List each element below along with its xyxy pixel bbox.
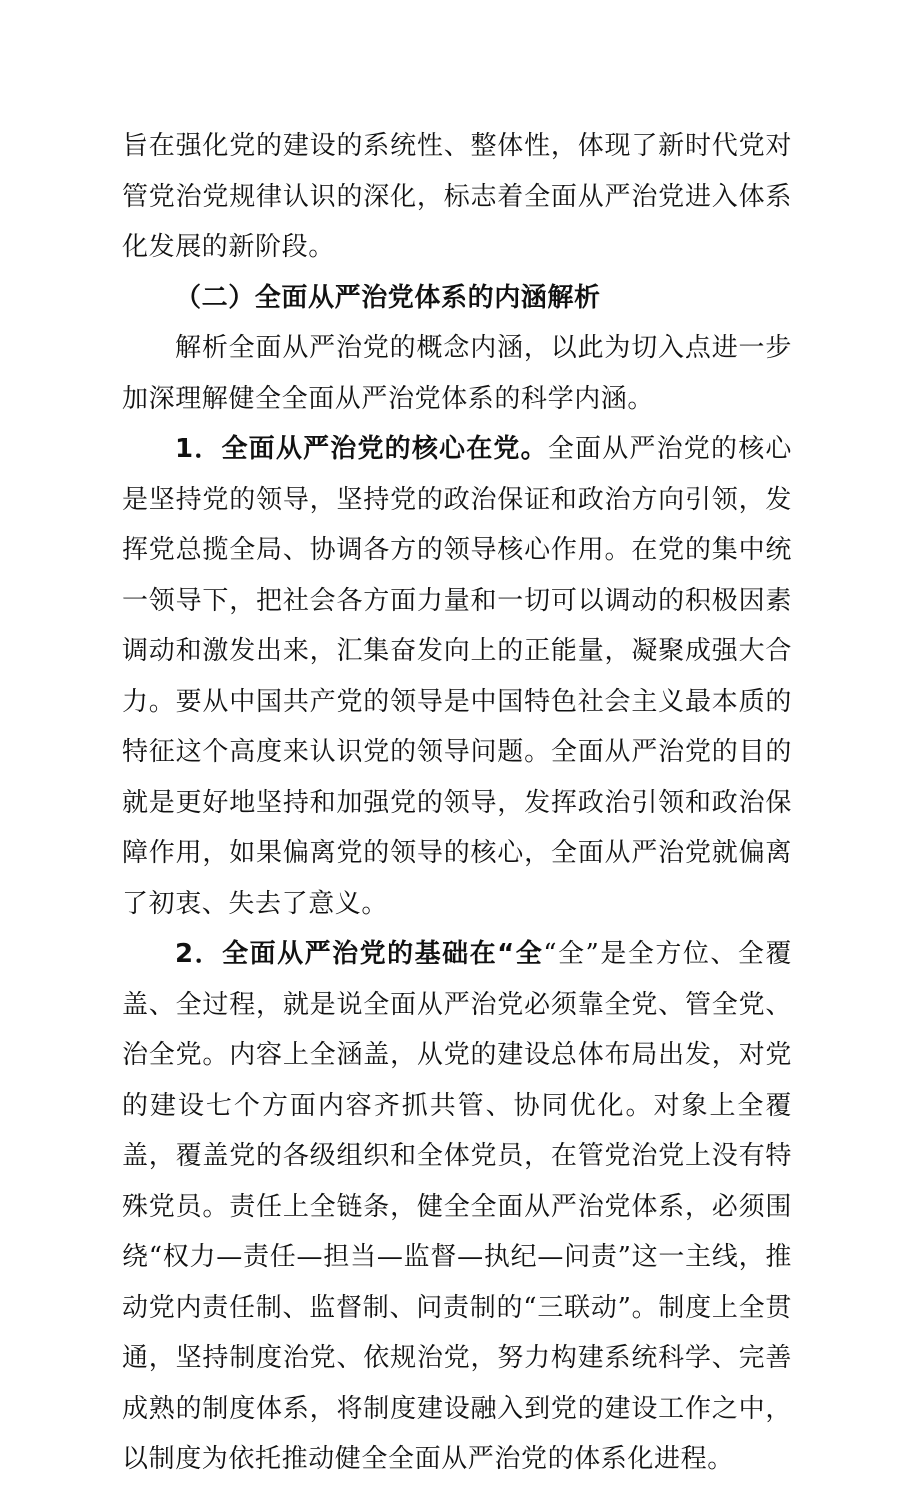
section-heading: （二）全面从严治党体系的内涵解析 <box>175 282 601 313</box>
item-2-body: “全”是全方位、全覆盖、全过程，就是说全面从严治党必须靠全党、管全党、治全党。内容上全涵盖，从党的建设总体布局出发，对党的建设七个方面内容齐抓共管、协同优化。对象上全覆盖，覆盖党的各级组织和全体党员，在管党治党上没有特殊党员。责任上全链条，健全全面从严治党体系，必须围绕“权力—责任—担当—监督—执纪—问责”这一主线，推动党内责任制、监督制、问责制的“三联动”。制度上全贯通，坚持制度治党、依规治党，努力构建系统科学、完善成熟的制度体系，将制度建设融入到党的建设工作之中，以制度为依托推动健全全面从严治党的体系化进程。 <box>122 939 792 1474</box>
paragraph-section-intro: 解析全面从严治党的概念内涵，以此为切入点进一步加深理解健全全面从严治党体系的科学内涵。 <box>122 333 792 414</box>
item-2-lead: 2．全面从严治党的基础在“全 <box>175 939 544 969</box>
paragraph-item-1 <box>122 424 792 929</box>
paragraph-intro-continuation: 旨在强化党的建设的系统性、整体性，体现了新时代党对管党治党规律认识的深化，标志着全面从严治党进入体系化发展的新阶段。 <box>122 131 792 262</box>
paragraph-item-2 <box>122 929 792 1485</box>
document-body <box>122 121 792 1485</box>
item-1-lead: 1．全面从严治党的核心在党。 <box>175 434 548 464</box>
item-1-body: 全面从严治党的核心是坚持党的领导，坚持党的政治保证和政治方向引领，发挥党总揽全局、协调各方的领导核心作用。在党的集中统一领导下，把社会各方面力量和一切可以调动的积极因素调动和激发出来，汇集奋发向上的正能量，凝聚成强大合力。要从中国共产党的领导是中国特色社会主义最本质的特征这个高度来认识党的领导问题。全面从严治党的目的就是更好地坚持和加强党的领导，发挥政治引领和政治保障作用，如果偏离党的领导的核心，全面从严治党就偏离了初衷、失去了意义。 <box>122 434 792 919</box>
